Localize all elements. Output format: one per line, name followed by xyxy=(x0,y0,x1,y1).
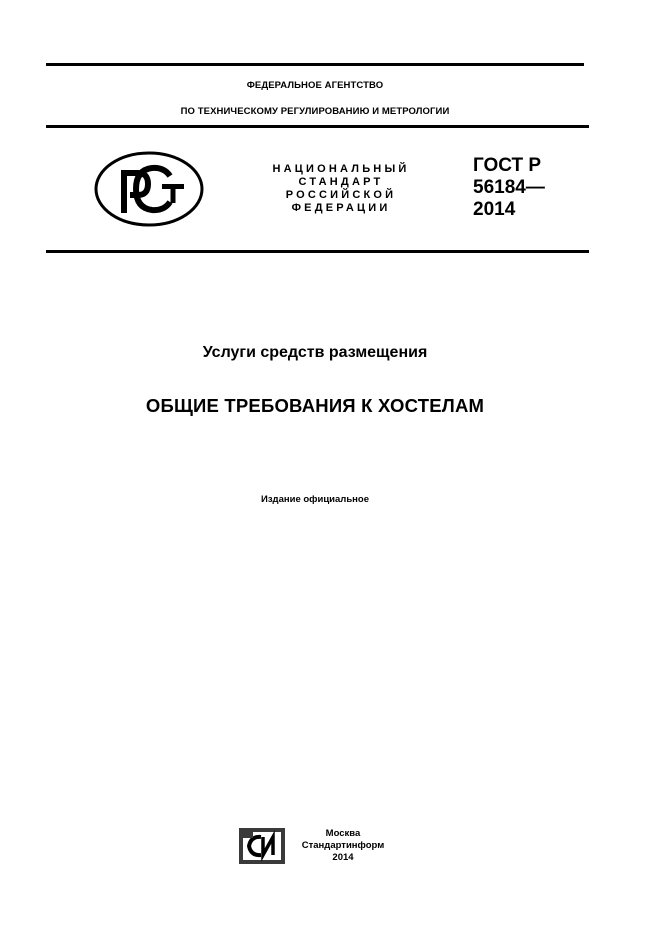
top-divider xyxy=(46,63,584,66)
title-block-divider xyxy=(46,250,589,253)
standard-type-line-1: НАЦИОНАЛЬНЫЙ xyxy=(272,163,410,175)
standartinform-logo-icon xyxy=(239,828,285,864)
agency-name-line-1: ФЕДЕРАЛЬНОЕ АГЕНТСТВО xyxy=(246,80,384,91)
designation-line-3: 2014 xyxy=(473,199,516,220)
agency-name-line-2: ПО ТЕХНИЧЕСКОМУ РЕГУЛИРОВАНИЮ И МЕТРОЛОГИИ xyxy=(180,106,450,117)
document-title: ОБЩИЕ ТРЕБОВАНИЯ К ХОСТЕЛАМ xyxy=(145,395,485,416)
publisher-city: Москва xyxy=(325,828,361,839)
publisher-imprint xyxy=(290,828,396,864)
national-standard-label xyxy=(258,163,424,215)
standard-type-line-2: СТАНДАРТ xyxy=(298,176,384,188)
header-divider xyxy=(46,125,589,128)
standard-type-line-4: ФЕДЕРАЦИИ xyxy=(291,202,391,214)
designation-line-1: ГОСТ Р xyxy=(473,155,542,176)
edition-note: Издание официальное xyxy=(261,494,369,505)
publisher-name: Стандартинформ xyxy=(301,840,385,851)
rst-certification-mark-icon xyxy=(94,151,204,227)
standard-type-line-3: РОССИЙСКОЙ xyxy=(285,189,397,201)
document-subtitle: Услуги средств размещения xyxy=(202,344,428,361)
designation-line-2: 56184— xyxy=(473,177,545,198)
standard-designation xyxy=(473,155,545,221)
publication-year: 2014 xyxy=(332,852,354,863)
